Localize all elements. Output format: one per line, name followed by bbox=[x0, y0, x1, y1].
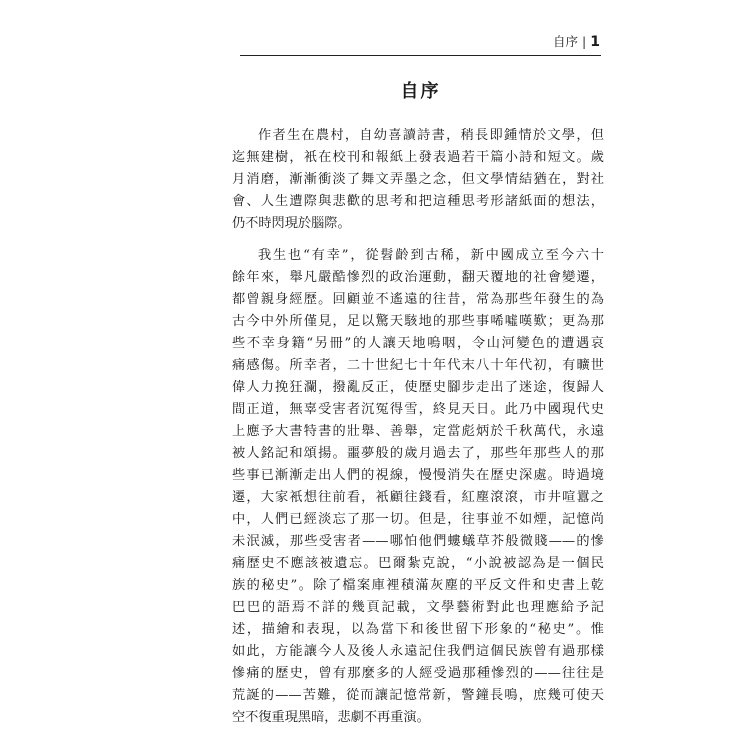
text-line: 些事已漸漸走出人們的視線，慢慢消失在歷史深處。時過境 bbox=[232, 468, 604, 483]
text-line: 些不幸身籍“另冊”的人讓天地嗚咽，令山河變色的遭遇哀 bbox=[232, 336, 604, 351]
text-line: 巴巴的語焉不詳的幾頁記載，文學藝術對此也理應給予記 bbox=[232, 600, 604, 615]
text-line: 仍不時閃現於腦際。 bbox=[232, 216, 351, 231]
text-line: 述，描繪和表現，以為當下和後世留下形象的“秘史”。惟 bbox=[232, 622, 604, 637]
page-number: 1 bbox=[590, 34, 600, 50]
body-text bbox=[232, 125, 604, 739]
text-line: 荒誕的——苦難，從而讓記憶常新，警鐘長鳴，庶幾可使天 bbox=[232, 688, 604, 703]
chapter-title: 自序 bbox=[400, 81, 441, 102]
text-line: 空不復重現黑暗，悲劇不再重演。 bbox=[232, 710, 430, 725]
paragraph-1 bbox=[232, 125, 604, 235]
text-line: 餘年來，舉凡嚴酷慘烈的政治運動，翻天覆地的社會變遷， bbox=[232, 270, 604, 285]
text-line: 族的秘史”。除了檔案庫裡積滿灰塵的平反文件和史書上乾 bbox=[232, 578, 604, 593]
text-line: 作者生在農村，自幼喜讀詩書，稍長即鍾情於文學，但 bbox=[258, 128, 604, 143]
text-line: 上應予大書特書的壯舉、善舉，定當彪炳於千秋萬代，永遠 bbox=[232, 424, 604, 439]
running-header bbox=[240, 33, 600, 51]
header-rule bbox=[240, 55, 601, 56]
paragraph-2 bbox=[232, 245, 604, 729]
text-line: 中，人們已經淡忘了那一切。但是，往事並不如煙，記憶尚 bbox=[232, 512, 604, 527]
running-header-separator: | bbox=[582, 34, 587, 49]
text-line: 我生也“有幸”，從髫齡到古稀，新中國成立至今六十 bbox=[258, 248, 604, 263]
text-line: 會、人生遭際與悲歡的思考和把這種思考形諸紙面的想法， bbox=[232, 194, 604, 209]
text-line: 痛感傷。所幸者，二十世紀七十年代末八十年代初，有曠世 bbox=[232, 358, 604, 373]
text-line: 偉人力挽狂瀾，撥亂反正，使歷史腳步走出了迷途，復歸人 bbox=[232, 380, 604, 395]
text-line: 古今中外所僅見，足以驚天駭地的那些事唏噓嘆歎；更為那 bbox=[232, 314, 604, 329]
text-line: 痛歷史不應該被遺忘。巴爾紮克說，“小說被認為是一個民 bbox=[232, 556, 604, 571]
text-line: 未泯滅，那些受害者——哪怕他們螻蟻草芥般微賤——的慘 bbox=[232, 534, 604, 549]
text-line: 遷，大家衹想往前看，衹顧往錢看，紅塵滾滾，市井喧囂之 bbox=[232, 490, 604, 505]
running-header-section-title: 自序 bbox=[553, 34, 579, 49]
text-line: 月消磨，漸漸衝淡了舞文弄墨之念，但文學情結猶在，對社 bbox=[232, 172, 604, 187]
text-line: 慘痛的歷史，曾有那麼多的人經受過那種慘烈的——往往是 bbox=[232, 666, 604, 681]
text-line: 如此，方能讓今人及後人永遠記住我們這個民族曾有過那樣 bbox=[232, 644, 604, 659]
text-line: 迄無建樹，衹在校刊和報紙上發表過若干篇小詩和短文。歲 bbox=[232, 150, 604, 165]
text-line: 間正道，無辜受害者沉冤得雪，終見天日。此乃中國現代史 bbox=[232, 402, 604, 417]
text-line: 被人銘記和頌揚。噩夢般的歲月過去了，那些年那些人的那 bbox=[232, 446, 604, 461]
text-line: 都曾親身經歷。回顧並不遙遠的往昔，常為那些年發生的為 bbox=[232, 292, 604, 307]
